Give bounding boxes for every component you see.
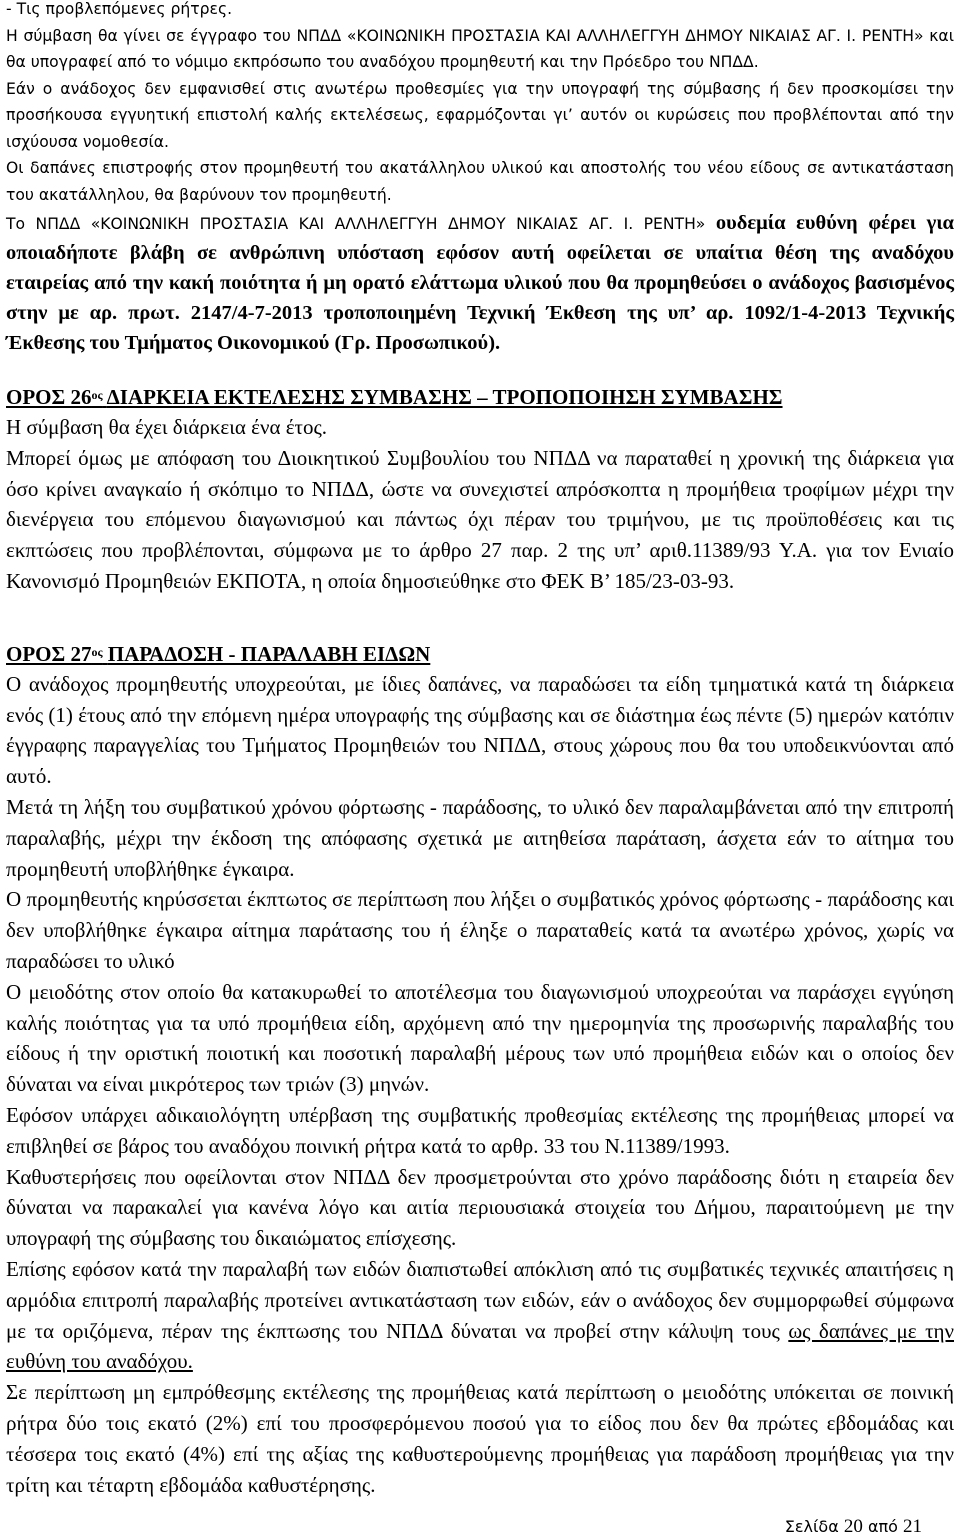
delivery-paragraph: Ο ανάδοχος προμηθευτής υποχρεούται, με ίδιες δαπάνες, να παραδώσει τα είδη τμηματικά κατά τη διάρκεια ενός (1) έτους από την επόμενη ημέρα υπογραφής της σύμβασης και σε διάστημα έως πέντε (5) ημερών κατόπιν έγγραφης παραγγελίας του Τμήματος Προμηθειών του ΝΠΔΔ, στους χώρους που θα του υποδεικνύονται από αυτό.	[6, 671, 954, 789]
forfeiture-paragraph: Ο προμηθευτής κηρύσσεται έκπτωτος σε περίπτωση που λήξει ο συμβατικός χρόνος φόρτωσης - παράδοσης και δεν υποβλήθηκε έγκαιρα αίτημα παράτασης του ή έληξε ο παραταθείς κατά τα ανωτέρω χρόνος, χωρίς να παραδώσει το υλικό	[6, 887, 954, 973]
page-footer	[785, 1516, 922, 1538]
duration-paragraph: Η σύμβαση θα έχει διάρκεια ένα έτος.	[6, 415, 328, 439]
post-deadline-paragraph: Μετά τη λήξη του συμβατικού χρόνου φόρτωσης - παράδοσης, το υλικό δεν παραλαμβάνεται από την επιτροπή παραλαβής, μέχρι την έκδοση της απόφασης σχετικά με αιτηθείσα παράταση, άσχετα εάν το αίτημα του προμηθευτή υποβλήθηκε έγκαιρα.	[6, 794, 954, 881]
section-26-title: ΔΙΑΡΚΕΙΑ ΕΚΤΕΛΕΣΗΣ ΣΥΜΒΑΣΗΣ – ΤΡΟΠΟΠΟΙΗΣΗ ΣΥΜΒΑΣΗΣ	[106, 385, 783, 409]
extension-paragraph: Μπορεί όμως με απόφαση του Διοικητικού Συμβουλίου του ΝΠΔΔ να παραταθεί η χρονική της διάρκεια για όσο κρίνει αναγκαίο ή σκόπιμο το ΝΠΔΔ, ώστε να συνεχιστεί απρόσκοπτα η προμήθεια τροφίμων μέχρι την διενέργεια του επόμενου διαγωνισμού και πάντως όχι πέραν του τριμήνου, με τις προϋποθέσεις και τις εκπτώσεις που προβλέπονται, σύμφωνα με το άρθρο 27 παρ. 2 της υπ’ αριθ.11389/93 Υ.Α. για τον Ενιαίο Κανονισμό Προμηθειών ΕΚΠΟΤΑ, η οποία δημοσιεύθηκε στο ΦΕΚ Β’ 185/23-03-93.	[6, 445, 954, 593]
page-label: Σελίδα	[784, 1517, 839, 1536]
page-number: 20	[843, 1516, 863, 1537]
document-page	[6, 0, 954, 1500]
deviation-underlined-text: ως δαπάνες με την ευθύνη του αναδόχου.	[6, 1318, 954, 1374]
liability-bold-text: ουδεμία ευθύνη φέρει για οποιαδήποτε βλάβη σε ανθρώπινη υπόσταση εφόσον αυτή οφείλεται σε υπαίτια θέση της αναδόχου εταιρείας από την κακή ποιότητα ή μη ορατό ελάττωμα υλικού που θα προμηθεύσει ο ανάδοχος βασισμένος στην με αρ. πρωτ. 2147/4-7-2013 τροποποιημένη Τεχνική Έκθεση της υπ’ αρ. 1092/1-4-2013 Τεχνικής Έκθεσης του Τμήματος Οικονομικού (Γρ. Προσωπικού).	[6, 212, 954, 354]
contract-signing-paragraph: Η σύμβαση θα γίνει σε έγγραφο του ΝΠΔΔ «ΚΟΙΝΩΝΙΚΗ ΠΡΟΣΤΑΣΙΑ ΚΑΙ ΑΛΛΗΛΕΓΓΥΗ ΔΗΜΟΥ ΝΙΚΑΙΑΣ ΑΓ. Ι. ΡΕΝΤΗ» και θα υπογραφεί από το νόμιμο εκπρόσωπο του αναδόχου προμηθευτή και την Πρόεδρο του ΝΠΔΔ.	[6, 26, 954, 71]
no-show-paragraph: Εάν ο ανάδοχος δεν εμφανισθεί στις ανωτέρω προθεσμίες για την υπογραφή της σύμβασης ή δεν προσκομίσει την προσήκουσα εγγυητική επιστολή καλής εκτελέσεως, εφαρμόζονται γι’ αυτόν οι κυρώσεις που προβλέπονται από την ισχύουσα νομοθεσία.	[6, 79, 954, 151]
page-of-label: από	[867, 1517, 898, 1536]
page-total: 21	[903, 1516, 922, 1537]
penalty-clause-paragraph: Εφόσον υπάρχει αδικαιολόγητη υπέρβαση της συμβατικής προθεσμίας εκτέλεσης της προμήθειας μπορεί να επιβληθεί σε βάρος του αναδόχου ποινική ρήτρα κατά το αρθρ. 33 του Ν.11389/1993.	[6, 1102, 954, 1158]
section-26-ordinal: ος	[91, 388, 103, 402]
delays-paragraph: Καθυστερήσεις που οφείλονται στον ΝΠΔΔ δεν προσμετρούνται στο χρόνο παράδοσης διότι η εταιρεία δεν δύναται να παρακαλεί για κανένα λόγο και αιτία περιουσιακά στοιχεία του Δήμου, παραιτούμενη με την υπογραφή της σύμβασης του δικαιώματος επίσχεσης.	[6, 1164, 954, 1251]
deviation-paragraph	[6, 1254, 954, 1377]
liability-paragraph	[6, 208, 954, 358]
quality-guarantee-paragraph: Ο μειοδότης στον οποίο θα κατακυρωθεί το αποτέλεσμα του διαγωνισμού υποχρεούται να παράσχει εγγύηση καλής ποιότητας για τα υπό προμήθεια είδη, αρχόμενη από την ημερομηνία της προσωρινής παραλαβής του είδους ή την οριστική ποιοτική και ποσοτική παραλαβή μέρους των υπό προμήθεια ειδών και ο οποίος δεν δύναται να είναι μικρότερος των τριών (3) μηνών.	[6, 979, 954, 1097]
return-costs-paragraph: Οι δαπάνες επιστροφής στον προμηθευτή του ακατάλληλου υλικού και αποστολής του νέου είδους σε αντικατάσταση του ακατάλληλου, θα βαρύνουν τον προμηθευτή.	[6, 159, 954, 204]
section-27-ordinal: ος	[91, 644, 103, 659]
section-27-number: ΟΡΟΣ 27	[6, 641, 92, 666]
section-27-heading	[6, 639, 954, 669]
late-delivery-paragraph: Σε περίπτωση μη εμπρόθεσμης εκτέλεσης της προμήθειας κατά περίπτωση ο μειοδότης υπόκειται σε ποινική ρήτρα δύο τοις εκατό (2%) επί του προσφερόμενου ποσού για το είδος που δεν θα πρώτες εβδομάδας και τέσσερα τοις εκατό (4%) επί της αξίας της καθυστερούμενης προμήθειας για παράδοση προμήθειας για την τρίτη και τέταρτη εβδομάδα καθυστέρησης.	[6, 1380, 954, 1497]
liability-intro: Το ΝΠΔΔ «ΚΟΙΝΩΝΙΚΗ ΠΡΟΣΤΑΣΙΑ ΚΑΙ ΑΛΛΗΛΕΓΓΥΗ ΔΗΜΟΥ ΝΙΚΑΙΑΣ ΑΓ. Ι. ΡΕΝΤΗ»	[6, 215, 706, 233]
section-26-number: ΟΡΟΣ 26	[6, 385, 92, 409]
deviation-text: Επίσης εφόσον κατά την παραλαβή των ειδών διαπιστωθεί απόκλιση από τις συμβατικές τεχνικές απαιτήσεις η αρμόδια επιτροπή παραλαβής προτείνει αντικατάσταση των ειδών, εάν ο ανάδοχος δεν συμμορφωθεί σύμφωνα με τα οριζόμενα, πέραν της έκπτωσης του ΝΠΔΔ δύναται να προβεί στην κάλυψη τους	[6, 1256, 954, 1343]
section-26-heading	[6, 382, 954, 412]
clauses-line: - Τις προβλεπόμενες ρήτρες.	[6, 0, 233, 18]
section-27-title: ΠΑΡΑΔΟΣΗ - ΠΑΡΑΛΑΒΗ ΕΙΔΩΝ	[107, 641, 431, 666]
